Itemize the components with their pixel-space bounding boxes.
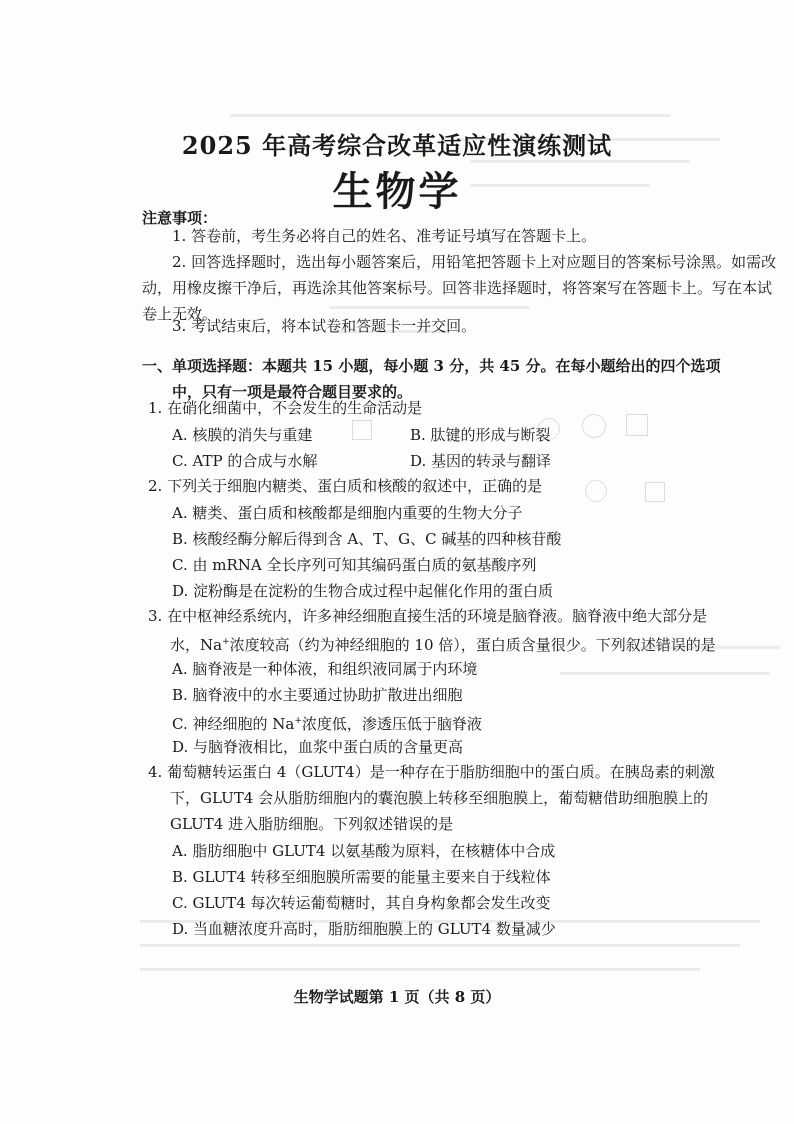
page-footer: 生物学试题第 1 页（共 8 页） <box>293 988 501 1006</box>
question-2-option-d: D. 淀粉酶是在淀粉的生物合成过程中起催化作用的蛋白质 <box>172 582 554 600</box>
question-4-stem-line3: GLUT4 进入脂肪细胞。下列叙述错误的是 <box>170 815 454 833</box>
notice-item-1: 1. 答卷前，考生务必将自己的姓名、准考证号填写在答题卡上。 <box>172 227 597 245</box>
question-3-stem-line1: 3. 在中枢神经系统内，许多神经细胞直接生活的环境是脑脊液。脑脊液中绝大部分是 <box>148 607 708 625</box>
question-4-option-b: B. GLUT4 转移至细胞膜所需要的能量主要来自于线粒体 <box>172 868 551 886</box>
notice-heading: 注意事项： <box>142 209 218 227</box>
bleed-through-line <box>140 968 700 971</box>
option-c-part: C. 神经细胞的 Na <box>172 715 295 733</box>
question-1-option-d: D. 基因的转录与翻译 <box>410 452 552 470</box>
superscript-plus: + <box>294 716 302 726</box>
question-3-stem <box>148 603 782 658</box>
question-3-option-a: A. 脑脊液是一种体液，和组织液同属于内环境 <box>172 660 478 678</box>
question-3-stem-line2 <box>148 629 782 658</box>
section-heading-line1: 一、单项选择题：本题共 15 小题，每小题 3 分，共 45 分。在每小题给出的四个选项 <box>142 357 721 375</box>
question-1-option-a: A. 核膜的消失与重建 <box>172 426 313 444</box>
subject-title: 生物学 <box>332 168 462 215</box>
question-3-stem-part: 水，Na <box>170 636 223 654</box>
question-3-option-c <box>172 710 482 735</box>
question-4-stem-line2: 下，GLUT4 会从脂肪细胞内的囊泡膜上转移至细胞膜上，葡萄糖借助细胞膜上的 <box>170 789 709 807</box>
question-2-stem: 2. 下列关于细胞内糖类、蛋白质和核酸的叙述中，正确的是 <box>148 477 543 495</box>
question-2-option-a: A. 糖类、蛋白质和核酸都是细胞内重要的生物大分子 <box>172 504 523 522</box>
question-3-stem-part: 浓度较高（约为神经细胞的 10 倍），蛋白质含量很少。下列叙述错误的是 <box>229 636 716 654</box>
option-c-part: 浓度低，渗透压低于脑脊液 <box>301 715 482 733</box>
question-1-stem: 1. 在硝化细菌中，不会发生的生命活动是 <box>148 399 423 417</box>
notice-item-3: 3. 考试结束后，将本试卷和答题卡一并交回。 <box>172 317 477 335</box>
bleed-through-line <box>560 672 770 675</box>
bleed-through-line <box>140 944 740 947</box>
section-heading-line2: 中，只有一项是最符合题目要求的。 <box>172 383 413 401</box>
question-2-option-c: C. 由 mRNA 全长序列可知其编码蛋白质的氨基酸序列 <box>172 556 537 574</box>
question-4-stem <box>148 759 782 837</box>
question-4-option-d: D. 当血糖浓度升高时，脂肪细胞膜上的 GLUT4 数量减少 <box>172 920 556 938</box>
question-4-option-c: C. GLUT4 每次转运葡萄糖时，其自身构象都会发生改变 <box>172 894 551 912</box>
bleed-through-shape <box>352 420 372 440</box>
bleed-through-line <box>230 114 670 117</box>
superscript-plus: + <box>222 637 230 647</box>
question-3-option-b: B. 脑脊液中的水主要通过协助扩散进出细胞 <box>172 686 463 704</box>
question-3-option-d: D. 与脑脊液相比，血浆中蛋白质的含量更高 <box>172 738 464 756</box>
question-4-stem-line1: 4. 葡萄糖转运蛋白 4（GLUT4）是一种存在于脂肪细胞中的蛋白质。在胰岛素的刺激 <box>148 763 715 781</box>
question-4-option-a: A. 脂肪细胞中 GLUT4 以氨基酸为原料，在核糖体中合成 <box>172 842 556 860</box>
question-2-option-b: B. 核酸经酶分解后得到含 A、T、G、C 碱基的四种核苷酸 <box>172 530 562 548</box>
exam-title: 2025 年高考综合改革适应性演练测试 <box>181 131 613 160</box>
question-1-option-b: B. 肽键的形成与断裂 <box>410 426 551 444</box>
notice-item-2: 2. 回答选择题时，选出每小题答案后，用铅笔把答题卡上对应题目的答案标号涂黑。如需改动，用橡皮擦干净后，再选涂其他答案标号。回答非选择题时，将答案写在答题卡上。写在本试卷上无效。 <box>142 253 777 323</box>
question-1-option-c: C. ATP 的合成与水解 <box>172 452 318 470</box>
